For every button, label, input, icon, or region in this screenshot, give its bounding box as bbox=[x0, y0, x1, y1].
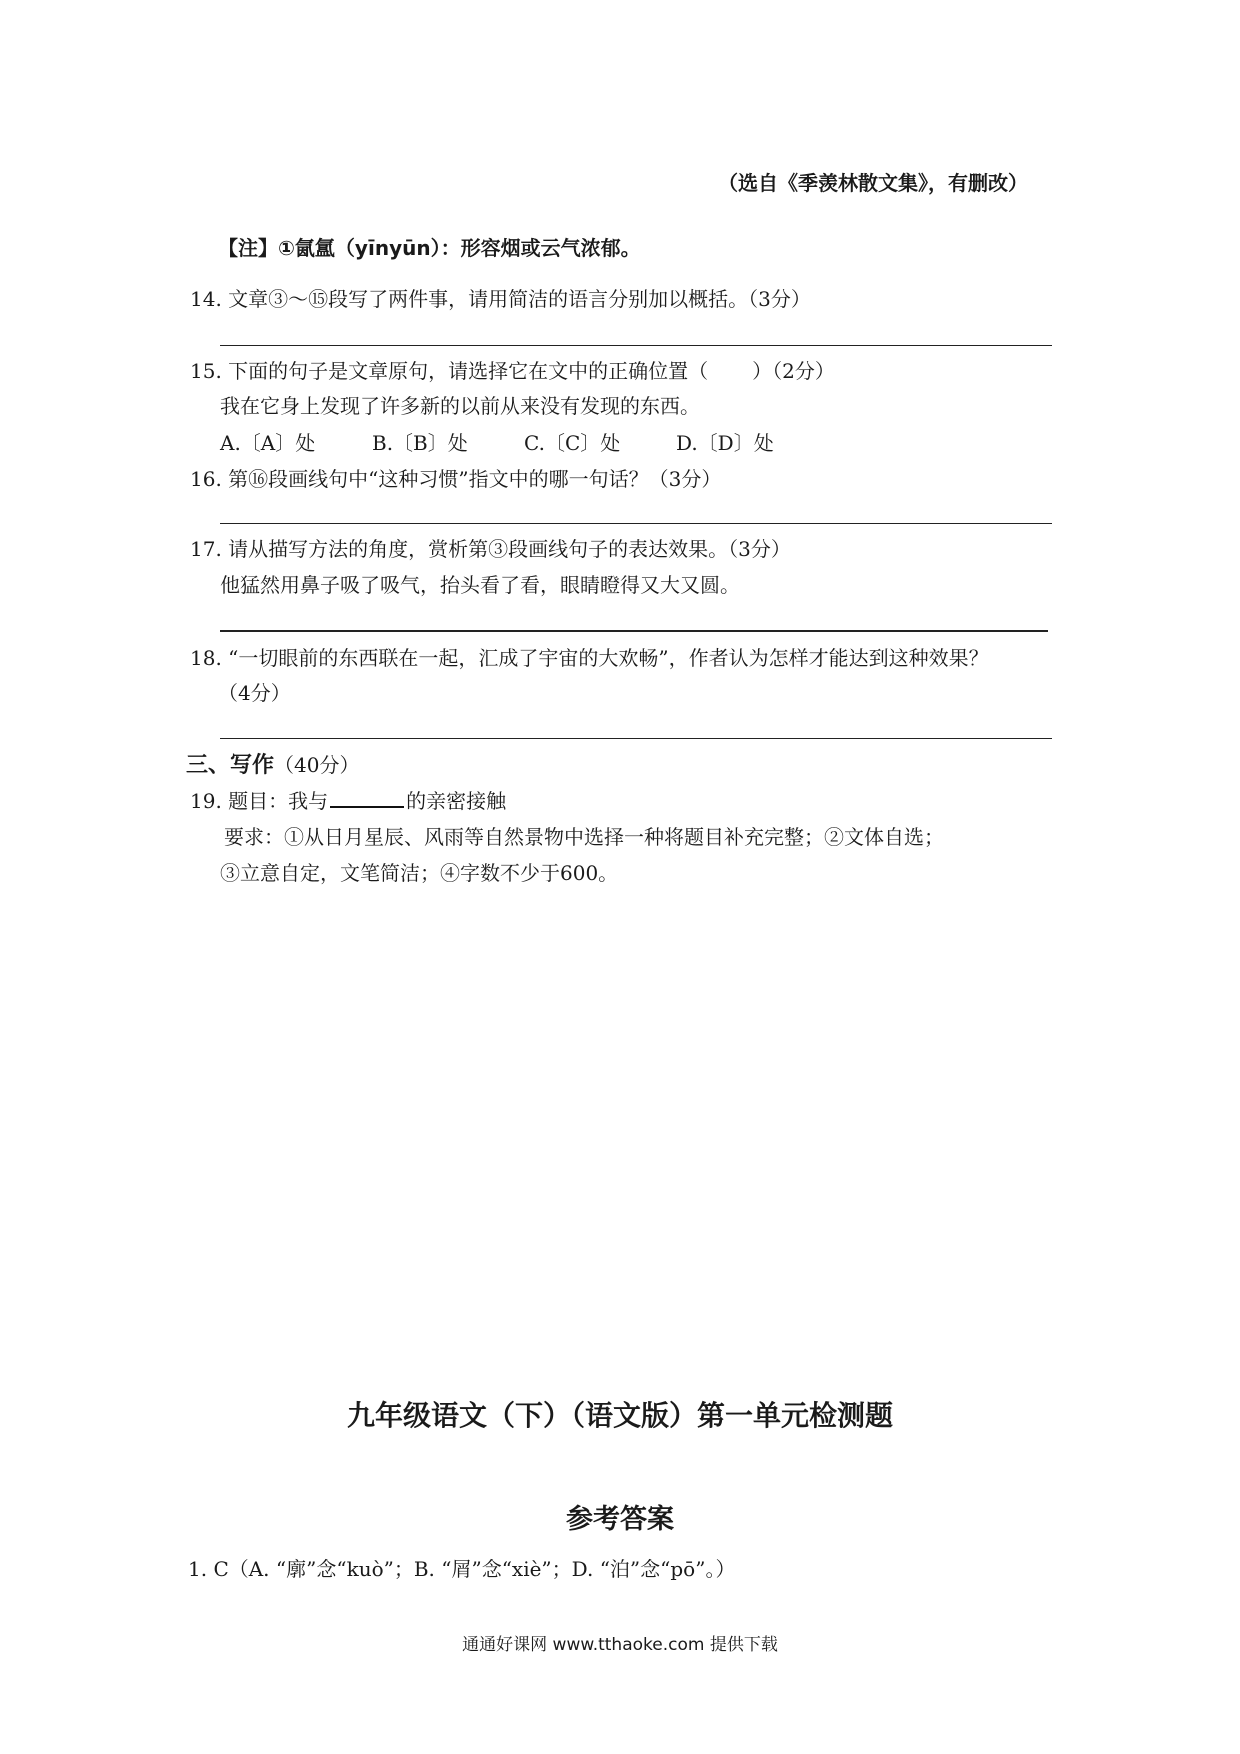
question-19 bbox=[190, 786, 506, 816]
question-14: 14. 文章③～⑮段写了两件事，请用简洁的语言分别加以概括。（3分） bbox=[190, 287, 811, 311]
question-17-sentence: 他猛然用鼻子吸了吸气，抬头看了看，眼睛瞪得又大又圆。 bbox=[220, 573, 740, 597]
question-16: 16. 第⑯段画线句中“这种习惯”指文中的哪一句话？（3分） bbox=[190, 467, 722, 491]
option-a: A.〔A〕处 bbox=[220, 431, 316, 455]
question-15 bbox=[190, 356, 835, 386]
answer-section-title: 九年级语文（下）（语文版）第一单元检测题 bbox=[346, 1399, 893, 1432]
question-15-suffix: ）（2分） bbox=[752, 359, 835, 383]
option-c: C.〔C〕处 bbox=[524, 431, 621, 455]
writing-heading bbox=[186, 749, 359, 782]
writing-requirement-1: 要求：①从日月星辰、风雨等自然景物中选择一种将题目补充完整；②文体自选； bbox=[224, 825, 944, 849]
answer-1: 1. C（A. “廓”念“kuò”；B. “屑”念“xiè”；D. “泊”念“pō”。） bbox=[188, 1557, 736, 1581]
question-19-prefix: 19. 题目：我与 bbox=[190, 789, 329, 813]
writing-points: （40分） bbox=[274, 753, 360, 777]
title-blank bbox=[330, 788, 404, 808]
question-19-suffix: 的亲密接触 bbox=[406, 789, 507, 813]
answer-line-14 bbox=[220, 345, 1052, 346]
answer-section-subtitle: 参考答案 bbox=[566, 1504, 674, 1535]
note-label: 【注】 bbox=[218, 236, 278, 260]
question-18-line1: 18. “一切眼前的东西联在一起，汇成了宇宙的大欢畅”，作者认为怎样才能达到这种效果？ bbox=[190, 646, 989, 670]
question-15-prefix: 15. 下面的句子是文章原句，请选择它在文中的正确位置（ bbox=[190, 359, 709, 383]
source-attribution: （选自《季羡林散文集》，有删改） bbox=[718, 171, 1028, 195]
writing-requirement-2: ③立意自定，文笔简洁；④字数不少于600。 bbox=[220, 861, 619, 885]
option-b: B.〔B〕处 bbox=[372, 431, 468, 455]
answer-line-16 bbox=[220, 523, 1052, 524]
question-15-options bbox=[220, 428, 828, 458]
note bbox=[218, 233, 641, 263]
question-15-sentence: 我在它身上发现了许多新的以前从来没有发现的东西。 bbox=[220, 394, 700, 418]
question-17: 17. 请从描写方法的角度，赏析第③段画线句子的表达效果。（3分） bbox=[190, 537, 791, 561]
footer: 通通好课网 www.tthaoke.com 提供下载 bbox=[462, 1635, 778, 1655]
note-text: ①氤氲（yīnyūn）：形容烟或云气浓郁。 bbox=[278, 236, 641, 260]
option-d: D.〔D〕处 bbox=[676, 431, 774, 455]
answer-line-18 bbox=[220, 738, 1052, 739]
answer-line-17 bbox=[220, 630, 1048, 632]
writing-heading-title: 三、写作 bbox=[186, 753, 275, 778]
question-18-line2: （4分） bbox=[218, 681, 291, 705]
